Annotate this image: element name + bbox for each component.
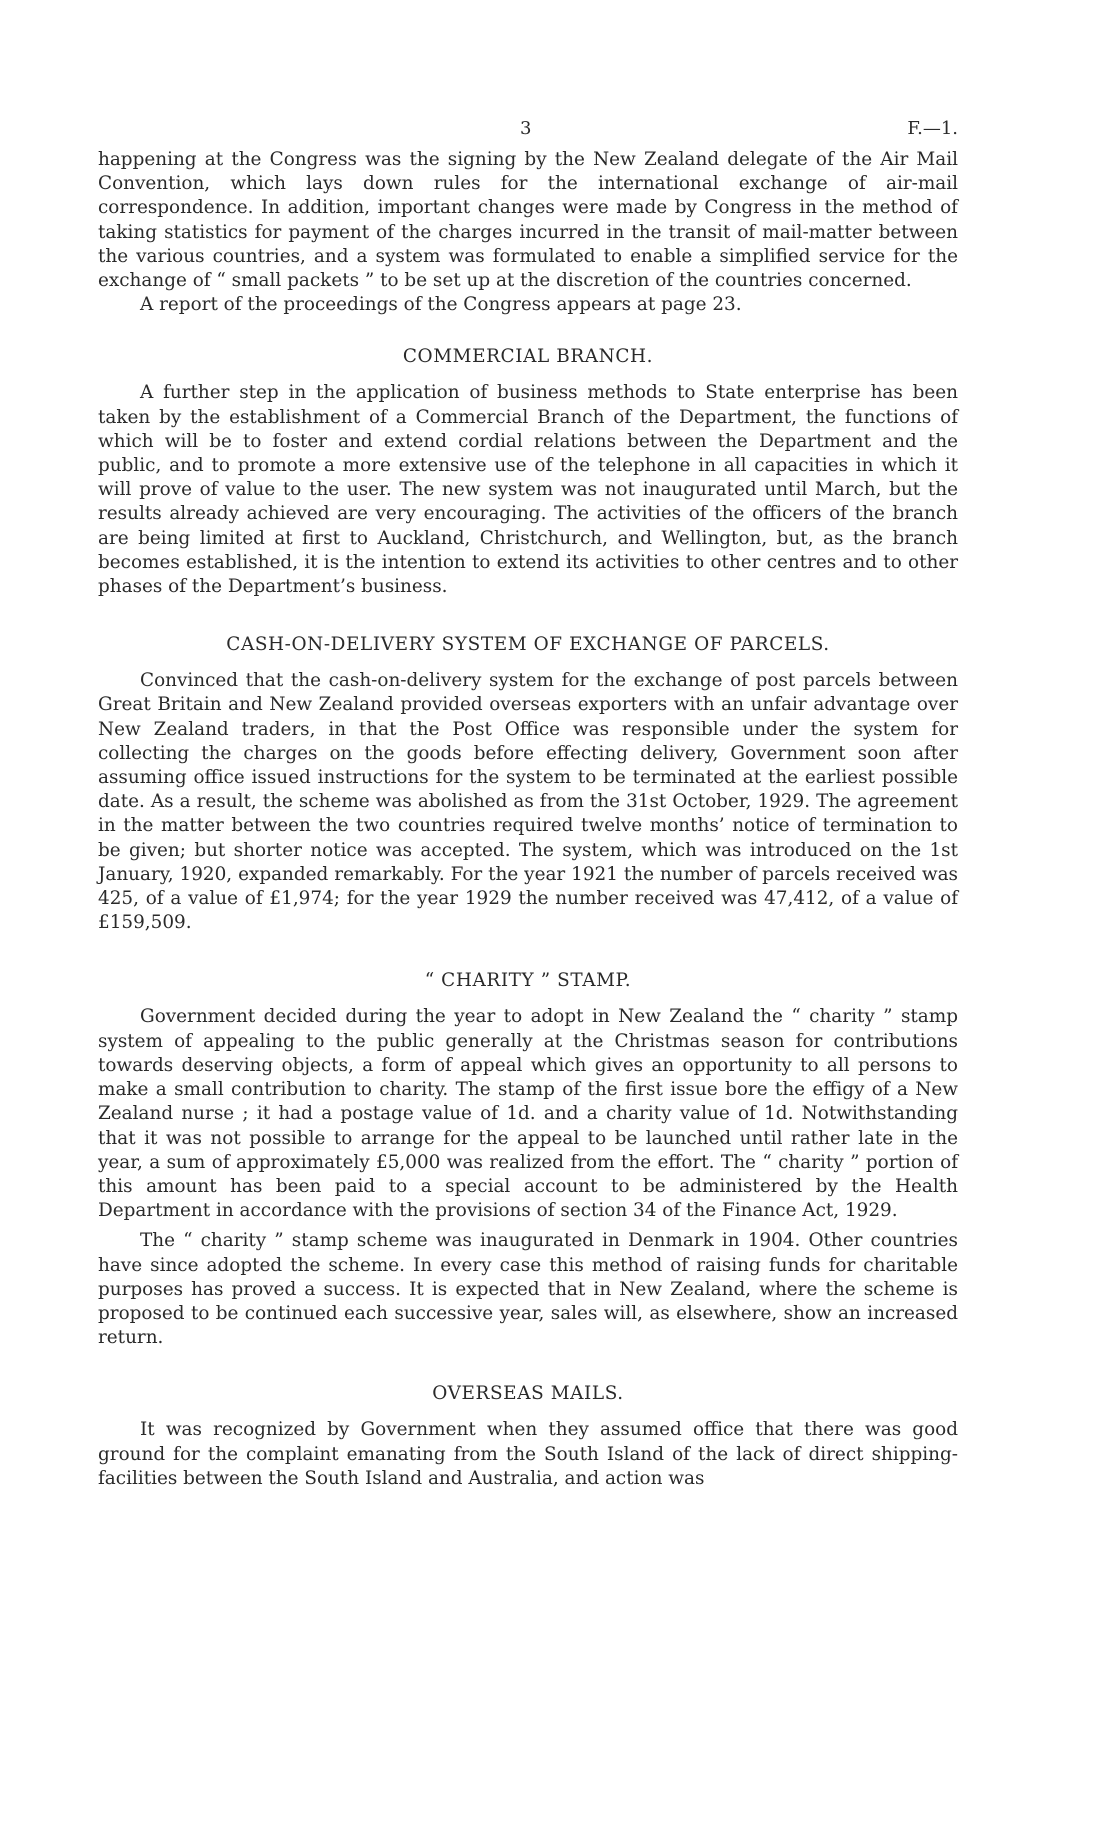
body-paragraph: It was recognized by Government when they assumed office that there was good ground for the complaint emanating from the South Island of the lack of direct shipping-facilities between the South Island and Australia, and action was <box>98 1419 958 1489</box>
intro-paragraph: A report of the proceedings of the Congress appears at page 23. <box>140 294 742 316</box>
body-paragraph: A further step in the application of business methods to State enterprise has been taken by the establishment of a Commercial Branch of the Department, the functions of which will be to foster and extend cordial relations between the Department and the public, and to promote a more extensive use of the telephone in all capacities in which it will prove of value to the user. The new system was not inaugurated until March, but the results already achieved are very encouraging. The activities of the officers of the branch are being limited at first to Auckland, Christchurch, and Wellington, but, as the branch becomes established, it is the intention to extend its activities to other centres and to other phases of the Department’s business. <box>98 382 958 598</box>
section-heading-overseas-mails: OVERSEAS MAILS. <box>432 1383 624 1405</box>
running-header <box>98 118 958 148</box>
intro-paragraph: happening at the Congress was the signing by the New Zealand delegate of the Air Mail Convention, which lays down rules for the international exchange of air-mail correspondence. In addition, important changes were made by Congress in the method of taking statistics for payment of the charges incurred in the transit of mail-matter between the various countries, and a system was formulated to enable a simplified service for the exchange of “ small packets ” to be set up at the discretion of the countries concerned. <box>98 149 958 292</box>
section-heading-cash-on-delivery: CASH-ON-DELIVERY SYSTEM OF EXCHANGE OF PARCELS. <box>226 634 830 656</box>
body-paragraph: The “ charity ” stamp scheme was inaugurated in Denmark in 1904. Other countries have since adopted the scheme. In every case this method of raising funds for charitable purposes has proved a success. It is expected that in New Zealand, where the scheme is proposed to be continued each successive year, sales will, as elsewhere, show an increased return. <box>98 1230 958 1349</box>
page-number: 3 <box>520 118 532 139</box>
section-heading-charity-stamp: “ CHARITY ” STAMP. <box>424 970 632 992</box>
document-page <box>98 118 958 1491</box>
body-paragraph: Convinced that the cash-on-delivery system for the exchange of post parcels between Great Britain and New Zealand provided overseas exporters with an unfair advantage over New Zealand traders, in that the Post Office was responsible under the system for collecting the charges on the goods before effecting delivery, Government soon after assuming office issued instructions for the system to be terminated at the earliest possible date. As a result, the scheme was abolished as from the 31st October, 1929. The agreement in the matter between the two countries required twelve months’ notice of termination to be given; but shorter notice was accepted. The system, which was introduced on the 1st January, 1920, expanded remarkably. For the year 1921 the number of parcels received was 425, of a value of £1,974; for the year 1929 the number received was 47,412, of a value of £159,509. <box>98 670 958 934</box>
section-heading-commercial-branch: COMMERCIAL BRANCH. <box>402 346 654 368</box>
body-paragraph: Government decided during the year to adopt in New Zealand the “ charity ” stamp system of appealing to the public generally at the Christmas season for contributions towards deserving objects, a form of appeal which gives an opportunity to all persons to make a small contribution to charity. The stamp of the first issue bore the effigy of a New Zealand nurse ; it had a postage value of 1d. and a charity value of 1d. Notwithstanding that it was not possible to arrange for the appeal to be launched until rather late in the year, a sum of approximately £5,000 was realized from the effort. The “ charity ” portion of this amount has been paid to a special account to be administered by the Health Department in accordance with the provisions of section 34 of the Finance Act, 1929. <box>98 1006 958 1222</box>
document-reference: F.—1. <box>907 118 958 139</box>
